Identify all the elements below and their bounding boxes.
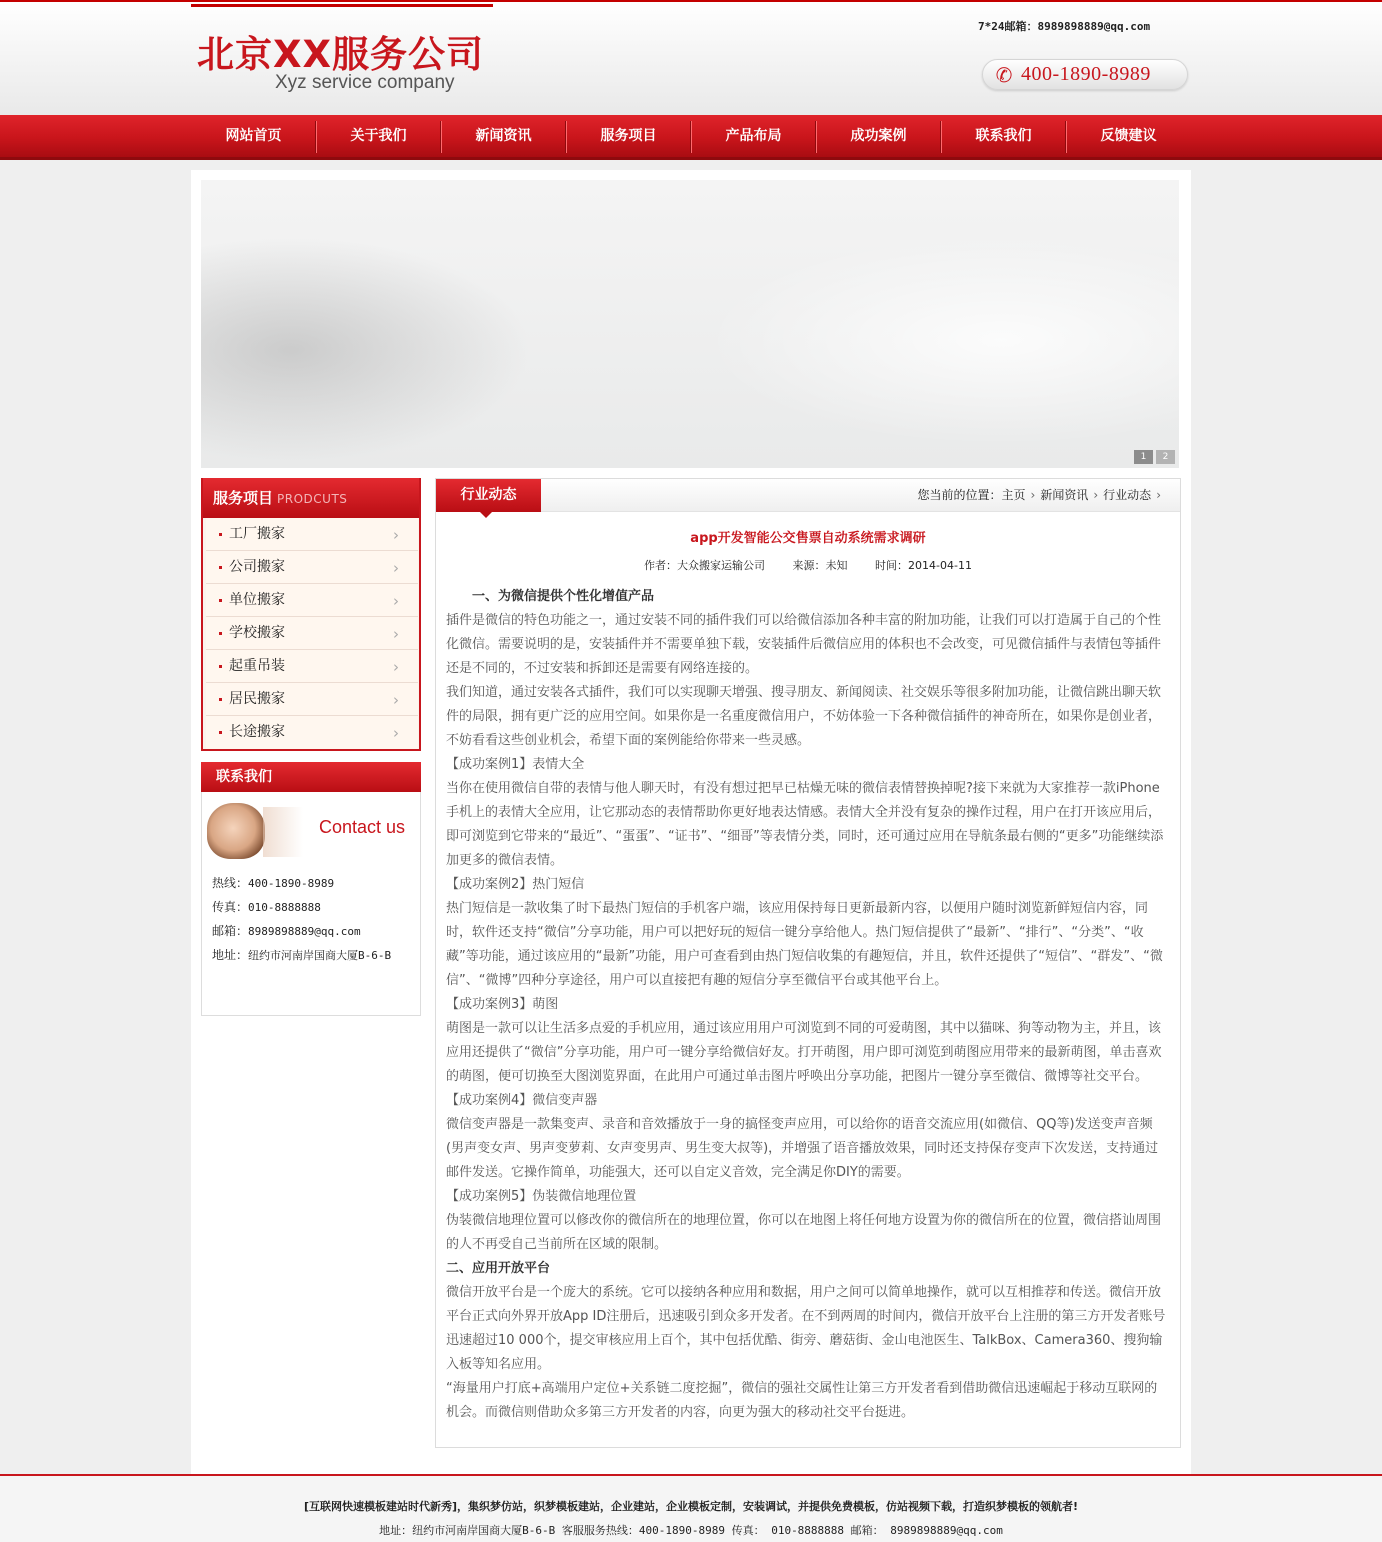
header-email: 7*24邮箱：8989898889@qq.com bbox=[978, 20, 1151, 33]
article-author: 作者：大众搬家运输公司 bbox=[644, 559, 766, 572]
service-item[interactable] bbox=[206, 617, 418, 650]
nav-item-services[interactable]: 服务项目 bbox=[566, 115, 691, 157]
phone-icon: ✆ bbox=[995, 63, 1013, 87]
article-paragraph: 插件是微信的特色功能之一，通过安装不同的插件我们可以给微信添加各种丰富的附加功能，让我们可以打造属于自己的个性化微信。需要说明的是，安装插件并不需要单独下载，安装插件后微信应用的体积也不会改变，可见微信插件与表情包等插件还是不同的，不过安装和拆卸还是需要有网络连接的。 bbox=[446, 613, 1162, 676]
footer-contact-line: 地址：纽约市河南岸国商大厦B-6-B 客服服务热线：400-1890-8989 传真： 010-8888888 邮箱： 8989898889@qq.com bbox=[379, 1524, 1003, 1537]
site-header bbox=[0, 2, 1382, 115]
logo-accent-bar bbox=[191, 4, 493, 7]
contact-image-fade bbox=[263, 807, 303, 857]
article-content bbox=[446, 585, 1170, 1425]
services-title bbox=[203, 478, 419, 518]
service-item[interactable] bbox=[206, 716, 418, 749]
service-item[interactable] bbox=[206, 551, 418, 584]
article-paragraph: 微信开放平台是一个庞大的系统。它可以接纳各种应用和数据，用户之间可以简单地操作，就可以互相推荐和传送。微信开放平台正式向外界开放App ID注册后，迅速吸引到众多开发者。在不到两周的时间内，微信开放平台上注册的第三方开发者账号迅速超过10 000个，提交审核应用上百个，其中包括优酷、街旁、蘑菇街、金山电池医生、TalkBox、Camera360、搜狗输入板等知名应用。 bbox=[446, 1285, 1166, 1372]
logo-english-name: Xyz service company bbox=[275, 72, 455, 93]
nav-item-news[interactable]: 新闻资讯 bbox=[441, 115, 566, 157]
chevron-right-icon: › bbox=[393, 559, 399, 577]
site-footer bbox=[0, 1474, 1382, 1542]
article-heading: 二、应用开放平台 bbox=[446, 1261, 551, 1276]
chevron-right-icon: › bbox=[1156, 488, 1161, 502]
contact-details bbox=[212, 871, 391, 967]
nav-item-products[interactable]: 产品布局 bbox=[691, 115, 816, 157]
article-paragraph: 微信变声器是一款集变声、录音和音效播放于一身的搞怪变声应用，可以给你的语音交流应用(如微信、QQ等)发送变声音频(男声变女声、男声变萝莉、女声变男声、男生变大叔等)，并增强了语音播放效果，同时还支持保存变声下次发送，支持通过邮件发送。它操作简单，功能强大，还可以自定义音效，完全满足你DIY的需要。 bbox=[446, 1117, 1159, 1180]
services-box bbox=[201, 478, 421, 751]
breadcrumb bbox=[918, 479, 1167, 512]
logo-chinese-name: 北京XX服务公司 bbox=[197, 33, 485, 76]
article-paragraph: “海量用户打底+高端用户定位+关系链二度挖掘”，微信的强社交属性让第三方开发者看到借助微信迅速崛起于移动互联网的机会。而微信则借助众多第三方开发者的内容，向更为强大的移动社交平台挺进。 bbox=[446, 1381, 1158, 1420]
nav-item-home[interactable]: 网站首页 bbox=[225, 128, 282, 144]
article-paragraph: 【成功案例4】微信变声器 bbox=[446, 1093, 598, 1108]
article-paragraph: 我们知道，通过安装各式插件，我们可以实现聊天增强、搜寻朋友、新闻阅读、社交娱乐等很多附加功能，让微信跳出聊天软件的局限，拥有更广泛的应用空间。如果你是一名重度微信用户，不妨体验一下各种微信插件的神奇所在，如果你是创业者，不妨看看这些创业机会，希望下面的案例能给你带来一些灵感。 bbox=[446, 685, 1162, 748]
contact-value: 8989898889@qq.com bbox=[248, 925, 361, 938]
services-title-en: PRODCUTS bbox=[277, 492, 348, 506]
chevron-right-icon: › bbox=[393, 526, 399, 544]
sidebar bbox=[201, 478, 421, 1016]
hero-banner[interactable] bbox=[201, 180, 1179, 468]
page-body bbox=[191, 170, 1191, 1474]
article-title: app开发智能公交售票自动系统需求调研 bbox=[690, 531, 926, 546]
chevron-right-icon: › bbox=[393, 592, 399, 610]
nav-item-about[interactable]: 关于我们 bbox=[316, 115, 441, 157]
contact-label: 邮箱： bbox=[212, 924, 249, 938]
article-paragraph: 【成功案例5】伪装微信地理位置 bbox=[446, 1189, 637, 1204]
contact-title: 联系我们 bbox=[201, 762, 421, 792]
chevron-right-icon: › bbox=[393, 658, 399, 676]
bullet-icon bbox=[219, 665, 222, 668]
header-phone-badge bbox=[982, 59, 1188, 90]
article-paragraph: 当你在使用微信自带的表情与他人聊天时，有没有想过把早已枯燥无味的微信表情替换掉呢?接下来就为大家推荐一款iPhone手机上的表情大全应用，让它那动态的表情帮助你更好地表达情感。表情大全并没有复杂的操作过程，用户在打开该应用后，即可浏览到它带来的“最近”、“蛋蛋”、“证书”、“细哥”等表情分类，同时，还可通过应用在导航条最右侧的“更多”功能继续添加更多的微信表情。 bbox=[446, 781, 1164, 868]
banner-dot-1[interactable]: 1 bbox=[1134, 450, 1153, 464]
service-item-label: 单位搬家 bbox=[229, 592, 285, 608]
article-paragraph: 【成功案例2】热门短信 bbox=[446, 877, 585, 892]
contact-label: 传真： bbox=[212, 900, 249, 914]
bullet-icon bbox=[219, 566, 222, 569]
nav-item-cases[interactable]: 成功案例 bbox=[816, 115, 941, 157]
contact-hotline bbox=[212, 871, 391, 895]
bullet-icon bbox=[219, 599, 222, 602]
service-item-label: 居民搬家 bbox=[229, 691, 285, 707]
contact-box bbox=[201, 762, 421, 1016]
service-item-label: 起重吊装 bbox=[229, 658, 285, 674]
support-agent-avatar bbox=[207, 803, 265, 859]
service-item[interactable] bbox=[206, 584, 418, 617]
section-tab[interactable]: 行业动态 bbox=[436, 479, 541, 512]
breadcrumb-item-news[interactable]: 新闻资讯 bbox=[1040, 488, 1089, 502]
header-phone-number: 400-1890-8989 bbox=[1021, 63, 1151, 85]
chevron-right-icon: › bbox=[393, 724, 399, 742]
article-panel bbox=[435, 478, 1181, 1448]
contact-label: 热线： bbox=[212, 876, 249, 890]
footer-slogan: [互联网快速模板建站时代新秀]，集织梦仿站，织梦模板建站，企业建站，企业模板定制，安装调试，并提供免费模板，仿站视频下载，打造织梦模板的领航者! bbox=[303, 1500, 1079, 1513]
article-paragraph: 萌图是一款可以让生活多点爱的手机应用，通过该应用用户可浏览到不同的可爱萌图，其中以猫咪、狗等动物为主，并且，该应用还提供了“微信”分享功能，用户可一键分享给微信好友。打开萌图，用户即可浏览到萌图应用带来的最新萌图，单击喜欢的萌图，便可切换至大图浏览界面，在此用户可通过单击图片呼唤出分享功能，把图片一键分享至微信、微博等社交平台。 bbox=[446, 1021, 1162, 1084]
nav-item-feedback[interactable]: 反馈建议 bbox=[1066, 115, 1191, 157]
article-meta bbox=[436, 557, 1180, 575]
service-item-label: 学校搬家 bbox=[229, 625, 285, 641]
article-source: 来源：未知 bbox=[792, 559, 848, 572]
contact-banner-image bbox=[205, 801, 417, 861]
main-nav bbox=[0, 115, 1382, 160]
contact-value: 010-8888888 bbox=[248, 901, 321, 914]
banner-dot-2[interactable]: 2 bbox=[1156, 450, 1175, 464]
contact-value: 400-1890-8989 bbox=[248, 877, 335, 890]
article-time: 时间：2014-04-11 bbox=[875, 559, 972, 572]
bullet-icon bbox=[219, 698, 222, 701]
article-paragraph: 伪装微信地理位置可以修改你的微信所在的地理位置，你可以在地图上将任何地方设置为你的微信所在的位置，微信搭讪周围的人不再受自己当前所在区域的限制。 bbox=[446, 1213, 1162, 1252]
service-item[interactable] bbox=[206, 683, 418, 716]
article-paragraph: 热门短信是一款收集了时下最热门短信的手机客户端，该应用保持每日更新最新内容，以便用户随时浏览新鲜短信内容，同时，软件还支持“微信”分享功能，用户可以把好玩的短信一键分享给他人。热门短信提供了“最新”、“排行”、“分类”、“收藏”等功能，通过该应用的“最新”功能，用户可查看到由热门短信收集的有趣短信，并且，软件还提供了“短信”、“群发”、“微信”、“微博”四种分享途径，用户可以直接把有趣的短信分享至微信平台或其他平台上。 bbox=[446, 901, 1163, 988]
site-logo[interactable] bbox=[191, 4, 493, 104]
services-title-cn: 服务项目 bbox=[213, 489, 274, 507]
service-item-label: 工厂搬家 bbox=[229, 526, 285, 542]
contact-label: 地址： bbox=[212, 948, 249, 962]
nav-item-contact[interactable]: 联系我们 bbox=[941, 115, 1066, 157]
article-paragraph: 【成功案例1】表情大全 bbox=[446, 757, 585, 772]
contact-fax bbox=[212, 895, 391, 919]
service-item[interactable] bbox=[206, 518, 418, 551]
bullet-icon bbox=[219, 533, 222, 536]
service-item-label: 公司搬家 bbox=[229, 559, 285, 575]
service-item[interactable] bbox=[206, 650, 418, 683]
breadcrumb-item-industry[interactable]: 行业动态 bbox=[1103, 488, 1152, 502]
bullet-icon bbox=[219, 731, 222, 734]
contact-address bbox=[212, 943, 391, 967]
chevron-right-icon: › bbox=[1030, 488, 1036, 502]
contact-value: 纽约市河南岸国商大厦B-6-B bbox=[248, 949, 392, 962]
bullet-icon bbox=[219, 632, 222, 635]
article-paragraph: 【成功案例3】萌图 bbox=[446, 997, 559, 1012]
contact-us-label: Contact us bbox=[319, 817, 406, 837]
chevron-right-icon: › bbox=[393, 691, 399, 709]
chevron-right-icon: › bbox=[1093, 488, 1099, 502]
contact-email bbox=[212, 919, 391, 943]
breadcrumb-prefix: 您当前的位置： bbox=[917, 488, 1002, 502]
breadcrumb-item-home[interactable]: 主页 bbox=[1001, 488, 1026, 502]
banner-pagination bbox=[1134, 450, 1175, 464]
article-heading: 一、为微信提供个性化增值产品 bbox=[472, 589, 655, 604]
chevron-right-icon: › bbox=[393, 625, 399, 643]
service-item-label: 长途搬家 bbox=[229, 724, 285, 740]
article-panel-header bbox=[436, 479, 1180, 512]
